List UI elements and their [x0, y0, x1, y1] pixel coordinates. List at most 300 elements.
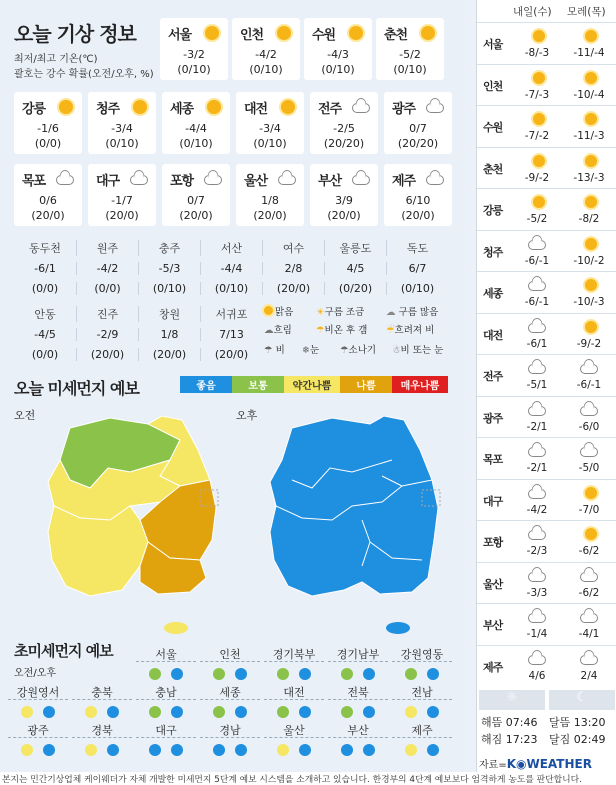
forecast-temp: -5/2: [526, 213, 548, 225]
legend-label: 비: [275, 345, 285, 356]
sun-icon: [585, 321, 597, 333]
forecast-temp: -10/-3: [573, 296, 605, 308]
pm-scale-item: 약간나쁨: [284, 376, 340, 393]
am-level-dot: [85, 744, 97, 756]
city-temp: -1/6: [37, 122, 59, 135]
city-prob: (0/10): [249, 63, 283, 76]
city-card: [376, 18, 444, 80]
fine-dust-region: [392, 646, 452, 684]
city-card: [160, 18, 228, 80]
forecast-city: 부산: [483, 619, 503, 632]
legend-label: 구름 많음: [398, 307, 439, 318]
small-table-cell: (0/10): [200, 282, 262, 295]
forecast-day2: [563, 359, 615, 391]
small-table-row: [14, 324, 450, 344]
small-table-cell: 서산: [200, 240, 262, 256]
city-temp: 0/6: [39, 194, 57, 207]
forecast-city: 울산: [483, 577, 503, 591]
forecast-day1: [511, 484, 563, 516]
small-table-cell: (0/0): [31, 281, 59, 295]
forecast-day1: [511, 193, 563, 225]
sun-icon: [585, 113, 597, 125]
sun-icon: [533, 72, 545, 84]
am-level-dot: [277, 706, 289, 718]
forecast-day2: [563, 110, 615, 142]
pm-title: 오늘 미세먼지 예보: [14, 379, 139, 398]
small-table-row: [14, 344, 450, 364]
region-dots: [392, 703, 452, 722]
legend-note-line: 최저/최고 기온(℃): [14, 54, 98, 65]
city-card: [162, 92, 230, 154]
forecast-row: [477, 354, 616, 395]
city-prob: (20/0): [253, 209, 287, 222]
rain-or-snow-icon: ☃: [392, 345, 401, 356]
region-name: 대전: [264, 684, 324, 700]
city-name: 부산: [318, 174, 342, 189]
region-dots: [328, 703, 388, 722]
forecast-city: 광주: [483, 411, 503, 425]
small-table-cell: 동두천: [29, 242, 61, 255]
cloud-icon: [528, 655, 546, 665]
city-card: [14, 164, 82, 226]
forecast-row: [477, 188, 616, 229]
pm-scale-item: 나쁨: [340, 376, 392, 393]
city-name: 청주: [96, 102, 120, 117]
forecast-temp: -6/0: [578, 420, 600, 433]
small-city-table: [14, 238, 450, 364]
forecast-row: [477, 396, 616, 437]
city-prob: (20/20): [397, 137, 439, 150]
small-table-cell: 여수: [262, 240, 324, 256]
snow-icon: ❄: [302, 345, 310, 356]
region-dots: [328, 665, 388, 684]
forecast-row: [477, 105, 616, 146]
pm-level-dot: [427, 668, 439, 680]
legend-note-line: 괄호는 강수 확률(오전/오후, %): [14, 69, 154, 80]
forecast-day1: [511, 401, 563, 433]
cloud-icon: [528, 240, 546, 250]
small-table-row: [14, 238, 450, 258]
city-card: [304, 18, 372, 80]
forecast-city: 대구: [483, 494, 503, 508]
forecast-city: 청주: [483, 245, 503, 259]
city-prob: (20/0): [401, 209, 435, 222]
small-table-cell: (20/0): [138, 348, 200, 361]
city-prob: (0/10): [179, 137, 213, 150]
city-name: 대구: [96, 174, 120, 189]
region-name: 전남: [392, 684, 452, 700]
legend-item: [264, 322, 292, 336]
forecast-day2: [563, 650, 615, 682]
pm-scale-item: 보통: [232, 376, 284, 393]
am-level-dot: [405, 744, 417, 756]
pm-level-dot: [363, 706, 375, 718]
forecast-city: 전주: [483, 370, 503, 383]
forecast-row: [477, 437, 616, 478]
legend-item: [316, 322, 367, 336]
small-table-cell: -5/3: [138, 262, 200, 275]
region-dots: [8, 741, 68, 760]
forecast-row: [477, 147, 616, 188]
cloud-icon: [56, 175, 74, 185]
region-dots: [136, 665, 196, 684]
pm-level-dot: [43, 706, 55, 718]
sun-icon: [533, 155, 545, 167]
city-prob: (0/10): [253, 137, 287, 150]
city-card: [384, 164, 452, 226]
weather-icon-wrap: [202, 24, 222, 42]
forecast-temp: -1/4: [526, 628, 548, 640]
region-name: 울산: [264, 722, 324, 738]
sun-icon: [585, 72, 597, 84]
col-tomorrow: 내일(수): [513, 6, 552, 18]
region-name: 경기북부: [264, 646, 324, 662]
small-table-cell: (0/10): [138, 282, 200, 295]
city-temp: 0/7: [409, 122, 427, 135]
fine-dust-region: [136, 722, 196, 760]
forecast-temp: -6/2: [578, 545, 600, 557]
city-prob: (20/0): [31, 209, 65, 222]
forecast-day1: [511, 318, 563, 350]
forecast-day2: [563, 69, 615, 101]
small-table-cell: 1/8: [138, 328, 200, 341]
city-prob: (0/10): [321, 63, 355, 76]
sun-icon: [264, 306, 273, 315]
small-table-cell: -6/1: [34, 261, 56, 275]
forecast-day2: [563, 193, 615, 225]
sun-cloud-icon: ☀: [316, 307, 325, 318]
pm-scale-item: 좋음: [180, 376, 232, 393]
cloud-icon: [580, 655, 598, 665]
city-card: [88, 92, 156, 154]
forecast-day2: [563, 318, 615, 350]
am-level-dot: [149, 744, 161, 756]
forecast-temp: 2/4: [580, 669, 598, 682]
sun-icon: [421, 26, 435, 40]
forecast-temp: -2/1: [526, 462, 548, 474]
fine-dust-region: [328, 646, 388, 684]
fine-dust-region: [72, 722, 132, 760]
cloud-icon: [528, 572, 546, 582]
moonset-time: 02:49: [573, 733, 606, 746]
am-dust-map: [30, 410, 230, 638]
city-temp: -1/7: [111, 194, 133, 207]
sun-icon: [585, 487, 597, 499]
pm-level-dot: [235, 706, 247, 718]
region-name: 경기남부: [328, 646, 388, 662]
region-dots: [200, 665, 260, 684]
am-level-dot: [405, 706, 417, 718]
small-table-cell: 독도: [386, 240, 448, 256]
forecast-temp: 4/6: [528, 669, 546, 682]
city-prob: (0/0): [34, 137, 62, 150]
legend-item: [264, 342, 285, 356]
forecast-row: [477, 479, 616, 520]
forecast-temp: -8/-3: [524, 47, 550, 59]
small-table-cell: 2/8: [262, 262, 324, 275]
rain-then-clear-icon: ☂: [316, 325, 325, 336]
sun-icon: [533, 113, 545, 125]
forecast-temp: -4/2: [526, 503, 548, 516]
moon-icon: ☾: [549, 690, 615, 710]
small-table-cell: 충주: [138, 240, 200, 256]
city-temp: -2/5: [333, 122, 355, 135]
am-level-dot: [213, 668, 225, 680]
cloud-icon: [528, 364, 546, 374]
sun-icon: [533, 30, 545, 42]
weather-icon-wrap: [278, 98, 298, 116]
small-table-cell: -4/4: [200, 262, 262, 275]
weather-icon-wrap: [426, 170, 446, 188]
city-name: 세종: [170, 102, 194, 117]
cloud-icon: [528, 489, 546, 499]
source-prefix: 자료=: [479, 760, 507, 771]
city-name: 목포: [22, 174, 46, 189]
small-table-cell: (20/0): [262, 282, 324, 295]
forecast-temp: -11/-3: [573, 130, 605, 142]
forecast-city: 서울: [483, 38, 503, 51]
moonset-label: 달짐: [549, 733, 571, 746]
forecast-temp: -5/1: [526, 379, 548, 391]
small-table-row: [14, 258, 450, 278]
forecast-temp: -3/3: [526, 586, 548, 599]
pm-level-dot: [299, 668, 311, 680]
forecast-day2: [563, 567, 615, 599]
city-card: [162, 164, 230, 226]
legend-note: [14, 52, 154, 82]
forecast-temp: -13/-3: [573, 171, 605, 184]
small-table-cell: 7/13: [200, 328, 262, 341]
cloud-icon: [130, 175, 148, 185]
source-brand-logo: K◉WEATHER: [506, 757, 592, 771]
city-temp: -4/3: [327, 48, 349, 61]
region-dots: [200, 741, 260, 760]
sun-icon: [585, 279, 597, 291]
forecast-row: [477, 520, 616, 561]
forecast-temp: -6/1: [526, 337, 548, 350]
fine-dust-region: [72, 684, 132, 722]
region-name: 강원영서: [8, 684, 68, 700]
forecast-day2: [563, 442, 615, 474]
legend-label: 소나기: [348, 345, 377, 356]
fine-dust-region: [200, 684, 260, 722]
region-name: 충남: [136, 684, 196, 700]
region-dots: [136, 741, 196, 760]
sun-icon: [205, 26, 219, 40]
pm-scale: [180, 376, 448, 393]
region-name: 전북: [328, 684, 388, 700]
cloud-icon: [580, 364, 598, 374]
region-name: 경북: [72, 722, 132, 738]
cloud-icon: [528, 323, 546, 333]
moonrise-label: 달뜸: [549, 716, 571, 729]
weather-icon-wrap: [352, 170, 372, 188]
small-table-cell: (0/10): [386, 282, 448, 295]
forecast-city: 포항: [483, 536, 503, 549]
legend-label: 비 또는 눈: [400, 345, 444, 356]
cloud-icon: [528, 530, 546, 540]
region-dots: [200, 703, 260, 722]
region-dots: [264, 741, 324, 760]
forecast-row: [477, 313, 616, 354]
am-label: 오전: [14, 409, 36, 422]
city-prob: (0/10): [393, 63, 427, 76]
forecast-city: 춘천: [483, 162, 503, 176]
city-name: 제주: [392, 174, 416, 189]
pm-level-dot: [235, 744, 247, 756]
weather-icon-wrap: [418, 24, 438, 42]
region-name: 세종: [200, 684, 260, 700]
forecast-day1: [511, 69, 563, 101]
fine-dust-region: [136, 684, 196, 722]
forecast-row: [477, 562, 616, 603]
legend-label: 흐려져 비: [394, 325, 435, 336]
cloud-icon: [528, 613, 546, 623]
small-table-row: [14, 278, 450, 298]
weather-icon-wrap: [130, 98, 150, 116]
legend-label: 맑음: [275, 307, 294, 318]
sun-icon: [281, 100, 295, 114]
forecast-day2: [563, 401, 615, 433]
legend-item: [386, 304, 438, 318]
region-dots: [72, 741, 132, 760]
forecast-temp: -6/-1: [524, 296, 550, 308]
pm-level-dot: [171, 706, 183, 718]
legend-item: [392, 342, 443, 356]
am-level-dot: [213, 706, 225, 718]
am-level-dot: [21, 706, 33, 718]
forecast-temp: -4/1: [578, 628, 600, 640]
forecast-day1: [511, 110, 563, 142]
am-level-dot: [277, 744, 289, 756]
fine-dust-region: [264, 722, 324, 760]
forecast-temp: -5/0: [578, 462, 600, 474]
legend-label: 비온 후 갬: [324, 325, 368, 336]
weather-icon-wrap: [204, 98, 224, 116]
forecast-temp: -9/-2: [524, 171, 550, 184]
forecast-city: 목포: [483, 453, 503, 466]
sunrise-label: 해뜸: [481, 716, 503, 729]
am-level-dot: [341, 706, 353, 718]
forecast-temp: -9/-2: [576, 337, 602, 350]
fine-dust-region: [200, 646, 260, 684]
region-name: 경남: [200, 722, 260, 738]
am-level-dot: [213, 744, 225, 756]
forecast-day1: [511, 276, 563, 308]
region-dots: [392, 665, 452, 684]
page-title: 오늘 기상 정보: [14, 22, 136, 46]
city-card: [384, 92, 452, 154]
sunset-label: 해짐: [481, 733, 503, 746]
region-dots: [328, 741, 388, 760]
city-temp: -5/2: [399, 48, 421, 61]
cloud-icon: [204, 175, 222, 185]
small-table-cell: -4/2: [76, 262, 138, 275]
forecast-day2: [563, 235, 615, 267]
legend-label: 눈: [309, 345, 320, 356]
forecast-row: [477, 603, 616, 644]
sun-icon: [585, 238, 597, 250]
small-table-cell: 6/7: [386, 262, 448, 275]
small-table-cell: 4/5: [324, 262, 386, 275]
footer-note: 본지는 민간기상업체 케이웨더가 자체 개발한 미세먼지 5단계 예보 시스템을 소개하고 있습니다. 한경부의 4단계 예보보다 엄격하게 농도를 판단합니다.: [0, 772, 616, 785]
cloud-icon: [528, 281, 546, 291]
sun-icon: [59, 100, 73, 114]
city-name: 대전: [244, 102, 268, 117]
fine-dust-region: [136, 646, 196, 684]
sunset-time: 17:23: [505, 733, 538, 746]
shower-icon: ☂: [340, 345, 349, 356]
moonrise-time: 13:20: [573, 716, 606, 729]
forecast-city: 제주: [483, 660, 503, 674]
city-name: 포항: [170, 174, 194, 189]
weather-icon-wrap: [204, 170, 224, 188]
city-temp: 6/10: [405, 194, 431, 207]
fine-dust-sub: 오전/오후: [14, 668, 57, 679]
legend-item: [340, 342, 376, 356]
pm-level-dot: [427, 706, 439, 718]
forecast-row: [477, 271, 616, 312]
small-table-cell: 안동: [34, 308, 56, 321]
forecast-day2: [563, 608, 615, 640]
rain-icon: ☂: [264, 345, 273, 356]
cloud-icon: [426, 175, 444, 185]
city-prob: (20/0): [327, 209, 361, 222]
pm-level-dot: [363, 668, 375, 680]
forecast-temp: -7/-3: [524, 88, 550, 101]
pm-level-dot: [171, 668, 183, 680]
region-name: 광주: [8, 722, 68, 738]
forecast-day2: [563, 27, 615, 59]
map-region-jeju: [386, 622, 410, 634]
legend-item: [302, 342, 319, 356]
small-table-cell: 창원: [138, 306, 200, 322]
city-card: [232, 18, 300, 80]
weather-icon-wrap: [278, 170, 298, 188]
weather-icon-wrap: [426, 98, 446, 116]
pm-level-dot: [171, 744, 183, 756]
weather-icon-wrap: [56, 98, 76, 116]
city-card: [236, 164, 304, 226]
region-dots: [264, 665, 324, 684]
city-name: 서울: [168, 28, 192, 43]
small-table-cell: (0/0): [76, 282, 138, 295]
pm-level-dot: [107, 744, 119, 756]
region-name: 서울: [136, 646, 196, 662]
city-card: [236, 92, 304, 154]
city-temp: -4/4: [185, 122, 207, 135]
forecast-temp: -6/2: [578, 586, 600, 599]
weather-icon-wrap: [274, 24, 294, 42]
fine-dust-title: 초미세먼지 예보: [14, 642, 113, 660]
forecast-temp: -6/-1: [524, 254, 550, 267]
city-prob: (0/10): [177, 63, 211, 76]
legend-label: 구름 조금: [324, 307, 365, 318]
small-table-cell: 울릉도: [324, 240, 386, 256]
city-prob: (20/20): [323, 137, 365, 150]
am-level-dot: [341, 668, 353, 680]
forecast-day1: [511, 235, 563, 267]
city-prob: (20/0): [105, 209, 139, 222]
region-dots: [72, 703, 132, 722]
fine-dust-region: [328, 722, 388, 760]
region-name: 제주: [392, 722, 452, 738]
sunrise-time: 07:46: [505, 716, 538, 729]
city-temp: -4/2: [255, 48, 277, 61]
legend-item: [386, 322, 434, 336]
city-prob: (20/0): [179, 209, 213, 222]
weather-icon-wrap: [352, 98, 372, 116]
